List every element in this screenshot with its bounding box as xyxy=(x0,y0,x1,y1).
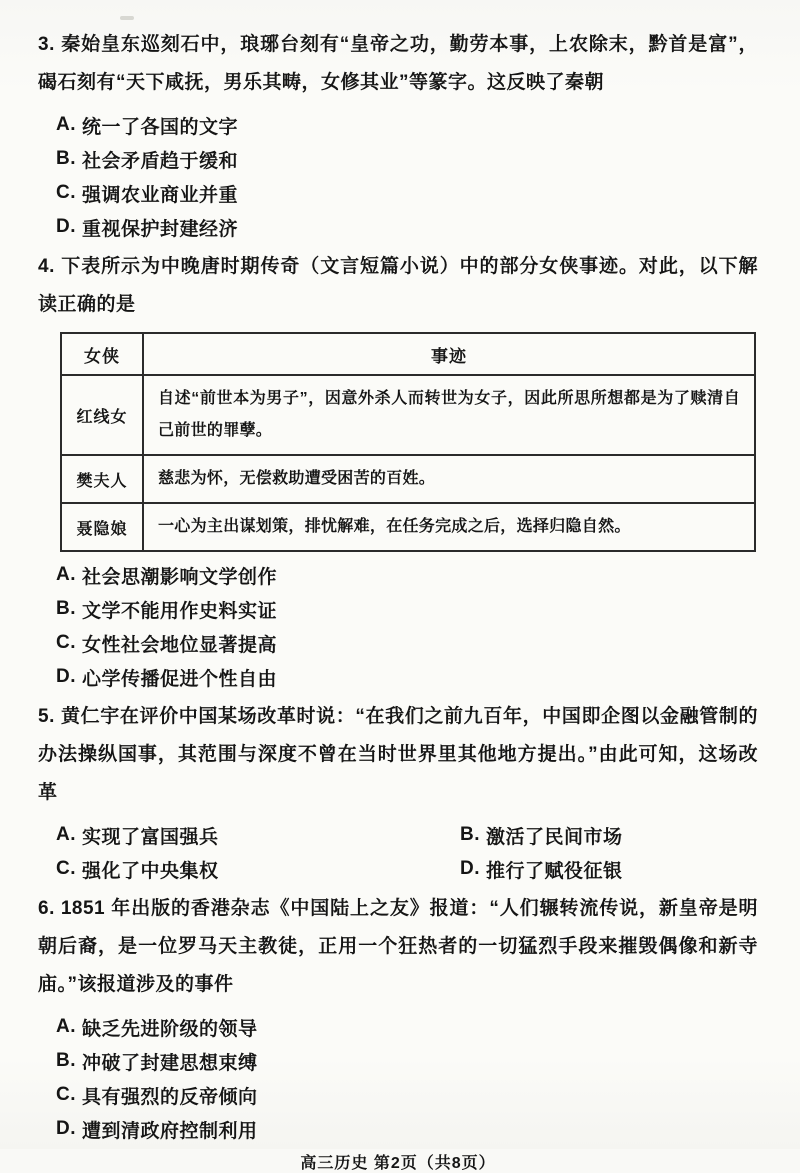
question-4-options xyxy=(56,558,758,694)
question-3-option-b xyxy=(56,142,758,176)
question-4-stem xyxy=(38,248,758,324)
heroine-deed: 慈悲为怀，无偿救助遭受困苦的百姓。 xyxy=(143,455,755,503)
option-text: 社会矛盾趋于缓和 xyxy=(82,150,239,172)
question-4-option-a xyxy=(56,558,758,592)
option-label: A. xyxy=(56,824,76,845)
question-3-option-d xyxy=(56,210,758,244)
heroine-name: 红线女 xyxy=(61,375,143,455)
question-3-option-a xyxy=(56,108,758,142)
option-text: 文学不能用作史料实证 xyxy=(82,600,278,622)
question-3-option-c xyxy=(56,176,758,210)
question-4-number: 4. xyxy=(38,256,55,277)
question-5 xyxy=(38,698,758,886)
heroine-deed: 一心为主出谋划策，排忧解难，在任务完成之后，选择归隐自然。 xyxy=(143,503,755,551)
question-6 xyxy=(38,890,758,1146)
question-6-options xyxy=(56,1010,758,1146)
option-label: C. xyxy=(56,858,76,879)
question-6-option-c xyxy=(56,1078,758,1112)
question-6-stem xyxy=(38,890,758,1004)
question-4-option-d xyxy=(56,660,758,694)
option-label: A. xyxy=(56,114,76,135)
option-text: 缺乏先进阶级的领导 xyxy=(82,1018,258,1040)
question-5-option-a xyxy=(56,818,460,852)
option-label: C. xyxy=(56,632,76,653)
question-3-number: 3. xyxy=(38,34,55,55)
option-label: C. xyxy=(56,182,76,203)
question-6-number: 6. xyxy=(38,898,55,919)
question-5-text: 黄仁宇在评价中国某场改革时说：“在我们之前九百年，中国即企图以金融管制的办法操纵国事，其范围与深度不曾在当时世界里其他地方提出。”由此可知，这场改革 xyxy=(38,706,758,803)
option-text: 强化了中央集权 xyxy=(82,860,219,882)
option-text: 实现了富国强兵 xyxy=(82,826,219,848)
question-5-option-d xyxy=(460,852,758,886)
question-3-stem xyxy=(38,26,758,102)
option-text: 社会思潮影响文学创作 xyxy=(82,566,278,588)
question-5-options xyxy=(56,818,758,886)
option-text: 激活了民间市场 xyxy=(486,826,623,848)
option-text: 女性社会地位显著提高 xyxy=(82,634,278,656)
question-4-text: 下表所示为中晚唐时期传奇（文言短篇小说）中的部分女侠事迹。对此，以下解读正确的是 xyxy=(38,256,758,315)
option-text: 心学传播促进个性自由 xyxy=(82,668,278,690)
option-text: 推行了赋役征银 xyxy=(486,860,623,882)
option-label: A. xyxy=(56,1016,76,1037)
question-6-option-a xyxy=(56,1010,758,1044)
option-label: D. xyxy=(56,1118,76,1139)
table-header-row xyxy=(61,333,755,375)
question-5-option-c xyxy=(56,852,460,886)
heroines-table xyxy=(60,332,756,552)
scan-artifact xyxy=(120,16,134,20)
option-label: B. xyxy=(56,598,76,619)
question-5-option-b xyxy=(460,818,758,852)
option-label: B. xyxy=(460,824,480,845)
option-label: D. xyxy=(56,216,76,237)
page-footer: 高三历史 第2页（共8页） xyxy=(300,1155,496,1172)
question-5-number: 5. xyxy=(38,706,55,727)
table-row xyxy=(61,503,755,551)
question-5-stem xyxy=(38,698,758,812)
question-3-options xyxy=(56,108,758,244)
option-text: 具有强烈的反帝倾向 xyxy=(82,1086,258,1108)
question-4-option-b xyxy=(56,592,758,626)
question-3-text: 秦始皇东巡刻石中，琅琊台刻有“皇帝之功，勤劳本事，上农除末，黔首是富”，碣石刻有“天下咸抚，男乐其畴，女修其业”等篆字。这反映了秦朝 xyxy=(38,34,758,93)
question-6-option-d xyxy=(56,1112,758,1146)
table-header-deeds: 事迹 xyxy=(143,333,755,375)
option-text: 冲破了封建思想束缚 xyxy=(82,1052,258,1074)
heroine-deed: 自述“前世本为男子”，因意外杀人而转世为女子，因此所思所想都是为了赎清自己前世的罪孽。 xyxy=(143,375,755,455)
option-text: 重视保护封建经济 xyxy=(82,218,239,240)
option-text: 遭到清政府控制利用 xyxy=(82,1120,258,1142)
question-4 xyxy=(38,248,758,694)
option-text: 统一了各国的文字 xyxy=(82,116,239,138)
table-row xyxy=(61,455,755,503)
table-header-heroine: 女侠 xyxy=(61,333,143,375)
option-label: B. xyxy=(56,148,76,169)
question-4-option-c xyxy=(56,626,758,660)
table-row xyxy=(61,375,755,455)
option-label: C. xyxy=(56,1084,76,1105)
option-label: D. xyxy=(56,666,76,687)
option-label: D. xyxy=(460,858,480,879)
option-label: B. xyxy=(56,1050,76,1071)
heroine-name: 樊夫人 xyxy=(61,455,143,503)
question-3 xyxy=(38,26,758,244)
question-6-option-b xyxy=(56,1044,758,1078)
option-label: A. xyxy=(56,564,76,585)
question-6-text: 1851 年出版的香港杂志《中国陆上之友》报道：“人们辗转流传说，新皇帝是明朝后裔，是一位罗马天主教徒，正用一个狂热者的一切猛烈手段来摧毁偶像和新寺庙。”该报道涉及的事件 xyxy=(38,898,758,995)
heroine-name: 聂隐娘 xyxy=(61,503,143,551)
option-text: 强调农业商业并重 xyxy=(82,184,239,206)
